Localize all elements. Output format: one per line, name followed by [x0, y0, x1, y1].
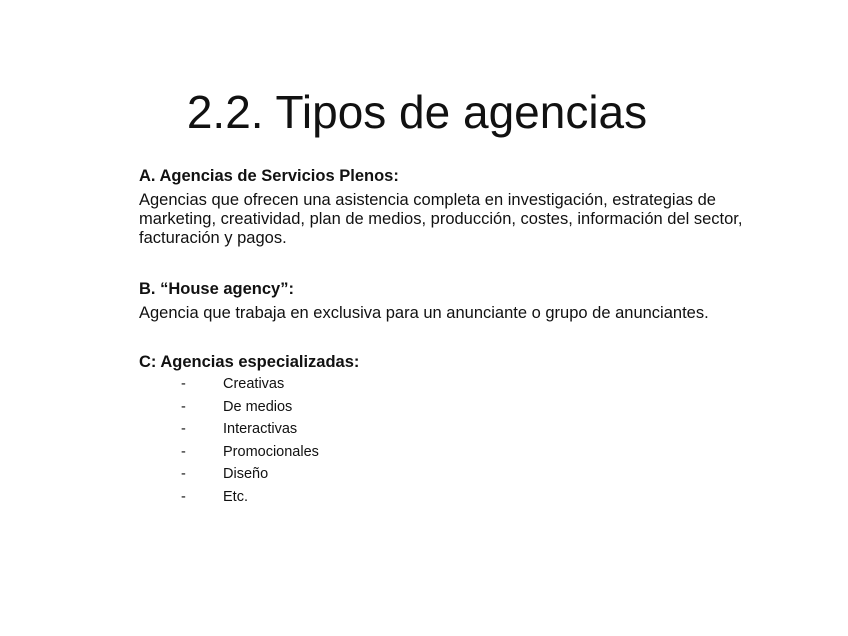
- slide-title: 2.2. Tipos de agencias: [186, 86, 648, 138]
- list-item-text: De medios: [223, 398, 293, 415]
- slide-content: [139, 165, 759, 509]
- list-item: [139, 463, 759, 486]
- list-item: [139, 418, 759, 441]
- bullet-dash: -: [181, 421, 186, 438]
- list-item: [139, 396, 759, 419]
- section-heading: A. Agencias de Servicios Plenos:: [139, 167, 399, 185]
- section-paragraph: Agencias que ofrecen una asistencia completa en investigación, estrategias de marketing, creatividad, plan de medios, producción, costes, información del sector, facturación y pagos.: [139, 191, 743, 247]
- list-item-text: Promocionales: [223, 443, 319, 460]
- bullet-dash: -: [181, 443, 186, 460]
- bullet-dash: -: [181, 466, 186, 483]
- specialized-agencies-list: [139, 373, 759, 509]
- list-item: [139, 441, 759, 464]
- section-house-agency: [139, 278, 759, 323]
- section-paragraph: Agencia que trabaja en exclusiva para un anunciante o grupo de anunciantes.: [139, 304, 709, 322]
- section-full-service-agencies: [139, 165, 759, 248]
- list-item: [139, 486, 759, 509]
- bullet-dash: -: [181, 488, 186, 505]
- list-item-text: Interactivas: [223, 421, 298, 438]
- section-specialized-agencies: [139, 351, 759, 509]
- section-heading: C: Agencias especializadas:: [139, 353, 360, 371]
- list-item-text: Diseño: [223, 466, 269, 483]
- bullet-dash: -: [181, 376, 186, 392]
- bullet-dash: -: [181, 398, 186, 415]
- list-item-text: Etc.: [223, 488, 248, 505]
- section-heading: B. “House agency”:: [139, 280, 294, 298]
- list-item-text: Creativas: [223, 376, 285, 392]
- list-item: [139, 373, 759, 396]
